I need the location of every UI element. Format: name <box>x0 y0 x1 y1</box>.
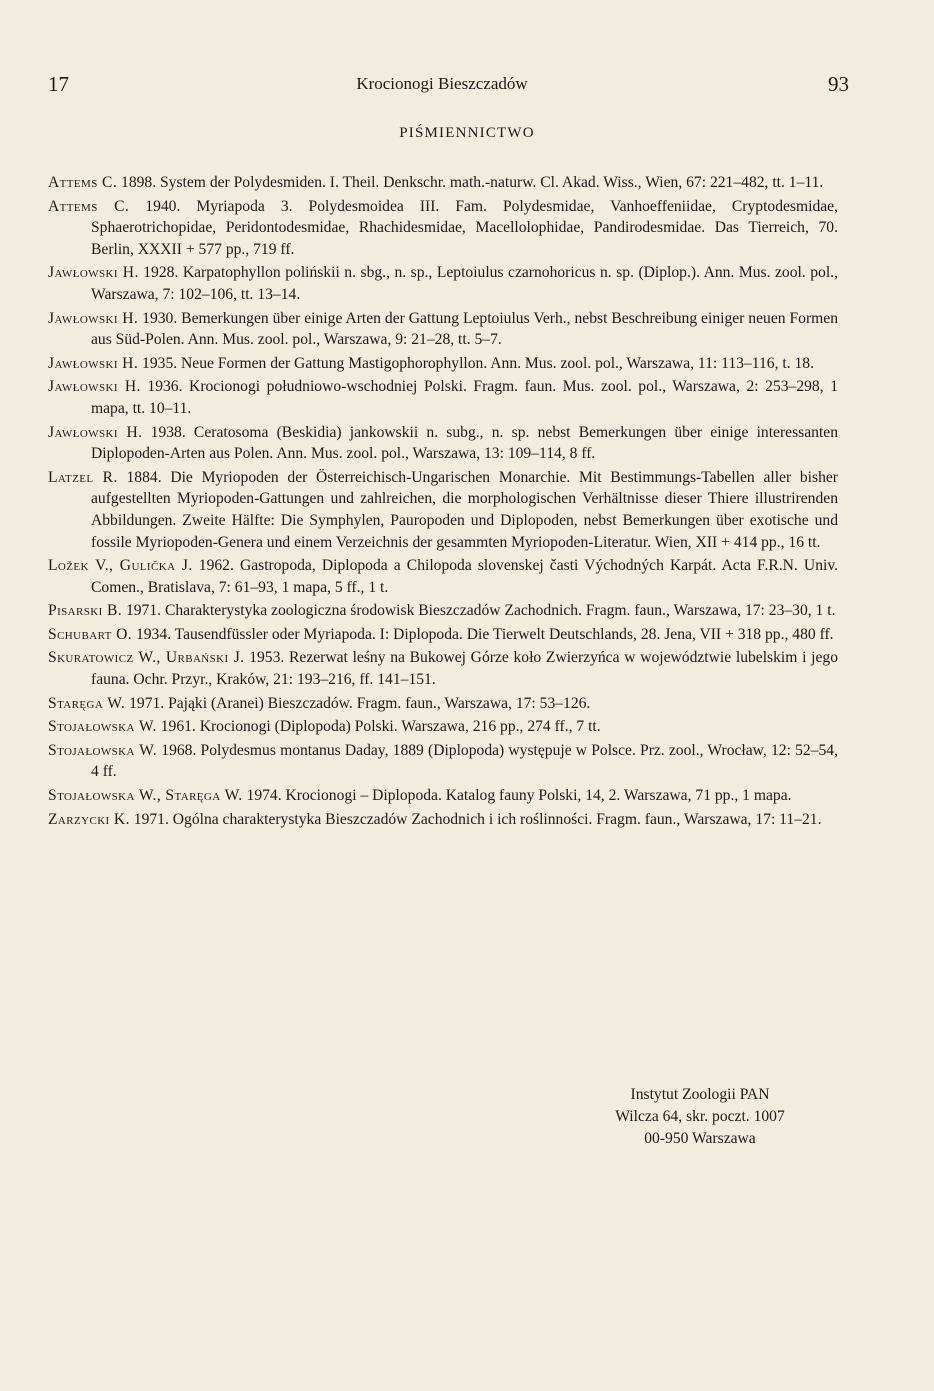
reference-author: Stojałowska W. <box>48 718 157 736</box>
reference-author: Jawłowski H. <box>48 378 141 396</box>
reference-text: 1898. System der Polydesmiden. I. Theil. Denkschr. math.-naturw. Cl. Akad. Wiss., Wien, 67: 221–482, tt. 1–11. <box>117 174 824 191</box>
reference-entry <box>48 785 838 807</box>
reference-text: 1930. Bemerkungen über einige Arten der Gattung Leptoiulus Verh., nebst Beschreibung einiger neuen Formen aus Süd-Polen. Ann. Mus. zool. pol., Warszawa, 9: 21–28, tt. 5–7. <box>91 309 838 349</box>
reference-text: 1936. Krocionogi południowo-wschodniej Polski. Fragm. faun. Mus. zool. pol., Warszawa, 2: 253–298, 1 mapa, tt. 10–11. <box>91 378 838 417</box>
section-title: PIŚMIENNICTWO <box>399 125 535 141</box>
author-address <box>555 1084 845 1150</box>
reference-entry <box>48 624 838 646</box>
reference-text: 1962. Gastropoda, Diplopoda a Chilopoda slovenskej časti Východných Karpát. Acta F.R.N. Univ. Comen., Bratislava, 7: 61–93, 1 mapa, 5 ff., 1 t. <box>91 557 838 596</box>
reference-entry <box>48 693 838 715</box>
reference-entry <box>48 196 838 261</box>
reference-author: Zarzycki K. <box>48 810 130 828</box>
reference-author: Ložek V., Gulička J. <box>48 557 193 575</box>
reference-author: Attems C. <box>48 197 130 215</box>
reference-author: Stojałowska W. <box>48 741 158 759</box>
page-number-left: 17 <box>48 72 69 96</box>
reference-author: Jawłowski H. <box>48 423 143 441</box>
running-title: Krocionogi Bieszczadów <box>356 74 528 93</box>
reference-text: 1934. Tausendfüssler oder Myriapoda. I: Diplopoda. Die Tierwelt Deutschlands, 28. Jena, VII + 318 pp., 480 ff. <box>132 625 834 643</box>
reference-entry <box>48 555 838 598</box>
address-line: Wilcza 64, skr. poczt. 1007 <box>615 1108 785 1125</box>
reference-entry <box>48 308 838 351</box>
reference-entry <box>48 172 838 194</box>
reference-author: Jawłowski H. <box>48 264 139 282</box>
reference-text: 1940. Myriapoda 3. Polydesmoidea III. Fam. Polydesmidae, Vanhoeffeniidae, Cryptodesmidae, Sphaerotrichopidae, Peridontodesmidae, Rhachidesmidae, Macellolophidae, Pandirodesmidae. Das Tierreich, 70. Berlin, XXXII + 577 pp., 719 ff. <box>91 197 838 258</box>
running-header <box>48 72 849 100</box>
page-number-right: 93 <box>828 72 849 96</box>
address-line: 00-950 Warszawa <box>644 1130 756 1147</box>
reference-text: 1935. Neue Formen der Gattung Mastigophorophyllon. Ann. Mus. zool. pol., Warszawa, 11: 113–116, t. 18. <box>138 354 814 372</box>
reference-text: 1971. Ogólna charakterystyka Bieszczadów Zachodnich i ich roślinności. Fragm. faun., Warszawa, 17: 11–21. <box>129 810 822 828</box>
reference-author: Staręga W. <box>48 694 126 712</box>
reference-entry <box>48 422 838 465</box>
reference-list <box>48 172 838 832</box>
reference-entry <box>48 647 838 690</box>
reference-entry <box>48 740 838 783</box>
reference-entry <box>48 467 838 553</box>
reference-entry <box>48 376 838 419</box>
reference-author: Stojałowska W., Staręga W. <box>48 787 243 805</box>
reference-author: Jawłowski H. <box>48 309 139 327</box>
reference-author: Attems C. <box>48 174 118 191</box>
reference-text: 1961. Krocionogi (Diplopoda) Polski. Warszawa, 216 pp., 274 ff., 7 tt. <box>156 718 601 736</box>
reference-entry <box>48 353 838 375</box>
reference-text: 1928. Karpatophyllon polińskii n. sbg., n. sp., Leptoiulus czarnohoricus n. sp. (Diplop.). Ann. Mus. zool. pol., Warszawa, 7: 102–106, tt. 13–14. <box>91 264 838 303</box>
reference-author: Schubart O. <box>48 625 133 643</box>
reference-text: 1968. Polydesmus montanus Daday, 1889 (Diplopoda) występuje w Polsce. Prz. zool., Wrocław, 12: 52–54, 4 ff. <box>91 741 838 781</box>
reference-text: 1938. Ceratosoma (Beskidia) jankowskii n. subg., n. sp. nebst Bemerkungen über einige interessanten Diplopoden-Arten aus Polen. Ann. Mus. zool. pol., Warszawa, 13: 109–114, 8 ff. <box>91 423 838 463</box>
reference-entry <box>48 600 838 622</box>
address-line: Instytut Zoologii PAN <box>630 1086 770 1103</box>
reference-author: Jawłowski H. <box>48 354 139 372</box>
reference-text: 1971. Pająki (Aranei) Bieszczadów. Fragm. faun., Warszawa, 17: 53–126. <box>125 694 591 712</box>
reference-text: 1884. Die Myriopoden der Österreichisch-Ungarischen Monarchie. Mit Bestimmungs-Tabellen aller bisher aufgestellten Myriopoden-Gattungen und zahlreichen, die morphologischen Verhältnisse dieser Thiere illustrirenden Abbildungen. Zweite Hälfte: Die Symphylen, Pauropoden und Diplopoden, nebst Bemerkungen über exotische und fossile Myriopoden-Genera und einem Verzeichnis der gesammten Myriopoden-Literatur. Wien, XII + 414 pp., 16 tt. <box>91 468 838 551</box>
reference-entry <box>48 809 838 831</box>
reference-text: 1953. Rezerwat leśny na Bukowej Górze koło Zwierzyńca w województwie lubelskim i jego fauna. Ochr. Przyr., Kraków, 21: 193–216, ff. 141–151. <box>91 649 839 689</box>
reference-text: 1974. Krocionogi – Diplopoda. Katalog fauny Polski, 14, 2. Warszawa, 71 pp., 1 mapa. <box>242 787 792 805</box>
reference-author: Latzel R. <box>48 468 118 486</box>
reference-entry <box>48 262 838 305</box>
reference-entry <box>48 716 838 738</box>
reference-author: Skuratowicz W., Urbański J. <box>48 649 245 667</box>
reference-text: 1971. Charakterystyka zoologiczna środowisk Bieszczadów Zachodnich. Fragm. faun., Warszawa, 17: 23–30, 1 t. <box>122 602 836 620</box>
reference-author: Pisarski B. <box>48 602 123 620</box>
